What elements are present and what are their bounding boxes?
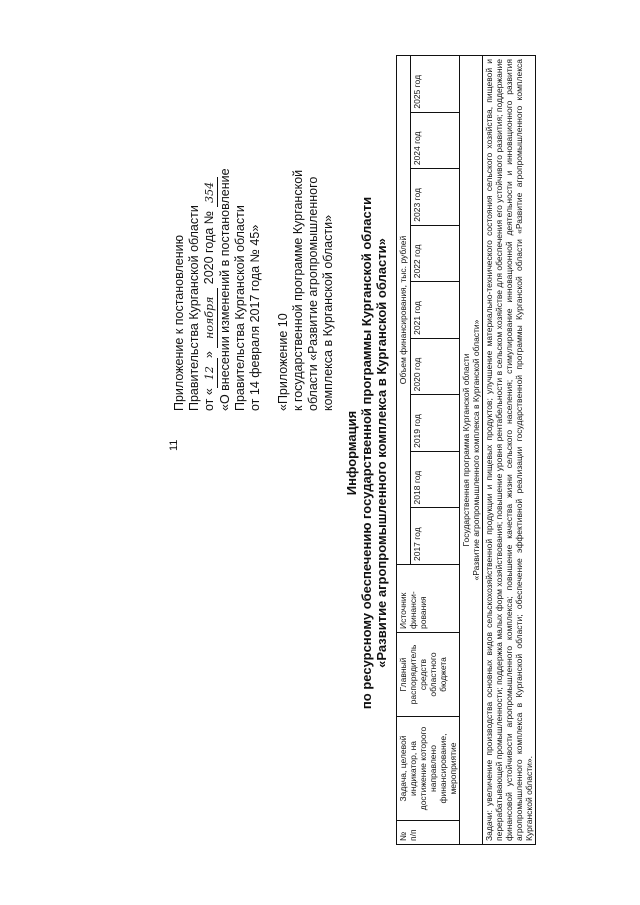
title-line: Информация [344, 410, 359, 495]
header-volume: Объем финансирования, тыс. рублей [397, 55, 411, 564]
appendix-line: Приложение к постановлению [172, 234, 186, 411]
header-year: 2024 год [411, 112, 460, 169]
program-line: Государственная программа Курганской области [461, 353, 471, 547]
header-year: 2025 год [411, 55, 460, 112]
date-prefix: от « [202, 387, 216, 411]
appendix-line: Правительства Курганской области [187, 204, 201, 411]
header-year: 2017 год [411, 507, 460, 564]
date-year: 2020 года № [202, 210, 216, 284]
appendix10-line: к государственной программе Курганской [291, 169, 305, 411]
resource-table [396, 55, 536, 845]
page-number: 11 [168, 439, 180, 451]
program-line: «Развитие агропромышленного комплекса в Курганской области» [471, 319, 481, 580]
appendix10-line: «Приложение 10 [276, 312, 290, 411]
header-num: № п/п [397, 820, 460, 844]
header-year: 2018 год [411, 451, 460, 508]
appendix-date-line [202, 51, 218, 411]
appendix-line: Правительства Курганской области [233, 204, 247, 411]
table-header-row [397, 55, 411, 844]
title-line: по ресурсному обеспечению государственной программы Курганской области [359, 196, 374, 709]
date-mid: » [202, 350, 216, 358]
appendix-header [172, 51, 263, 411]
header-source: Источник финанси-рования [397, 564, 460, 632]
appendix-line: от 14 февраля 2017 года № 45» [248, 224, 262, 411]
tasks-cell: Задачи: увеличение производства основных видов сельскохозяйственной продукции и пищевых продуктов; улучшение материально-технического состояния сельского хозяйства, пищевой и перерабатывающей промышленности; поддержка малых форм хозяйствования; повышение уровня рентабельности в сельском хозяйстве для обеспечения его устойчивого развития; поддержание финансовой устойчивости агропромышленного комплекса; повышение качества жизни сельского населения; стимулирование инновационной деятельности и инновационного развития агропромышленного комплекса в Курганской области; обеспечение эффективной реализации государственной программы Курганской области «Развитие агропромышленного комплекса Курганской области». [483, 55, 536, 844]
document-title [344, 93, 389, 813]
title-line: «Развитие агропромышленного комплекса в Курганской области» [374, 237, 389, 668]
header-year: 2023 год [411, 168, 460, 225]
appendix-line: «О внесении изменений в постановление [218, 167, 232, 411]
tasks-row [483, 55, 536, 844]
header-manager: Главный распорядитель средств областного бюджета [397, 632, 460, 716]
program-title-cell [460, 55, 483, 844]
header-year: 2021 год [411, 281, 460, 338]
header-year: 2020 год [411, 338, 460, 395]
program-row [460, 55, 483, 844]
header-year: 2019 год [411, 394, 460, 451]
handwritten-month: ноября [202, 287, 218, 347]
appendix10-line: комплекса в Курганской области» [321, 214, 335, 411]
header-task: Задача, целевой индикатор, на достижение которого направлено финансирование, мероприятие [397, 716, 460, 820]
document-page [50, 43, 590, 863]
header-year: 2022 год [411, 225, 460, 282]
appendix10-line: области «Развитие агропромышленного [306, 176, 320, 411]
handwritten-day: 12 [202, 358, 218, 388]
handwritten-number: 354 [202, 177, 218, 207]
appendix-10-header [276, 51, 336, 411]
